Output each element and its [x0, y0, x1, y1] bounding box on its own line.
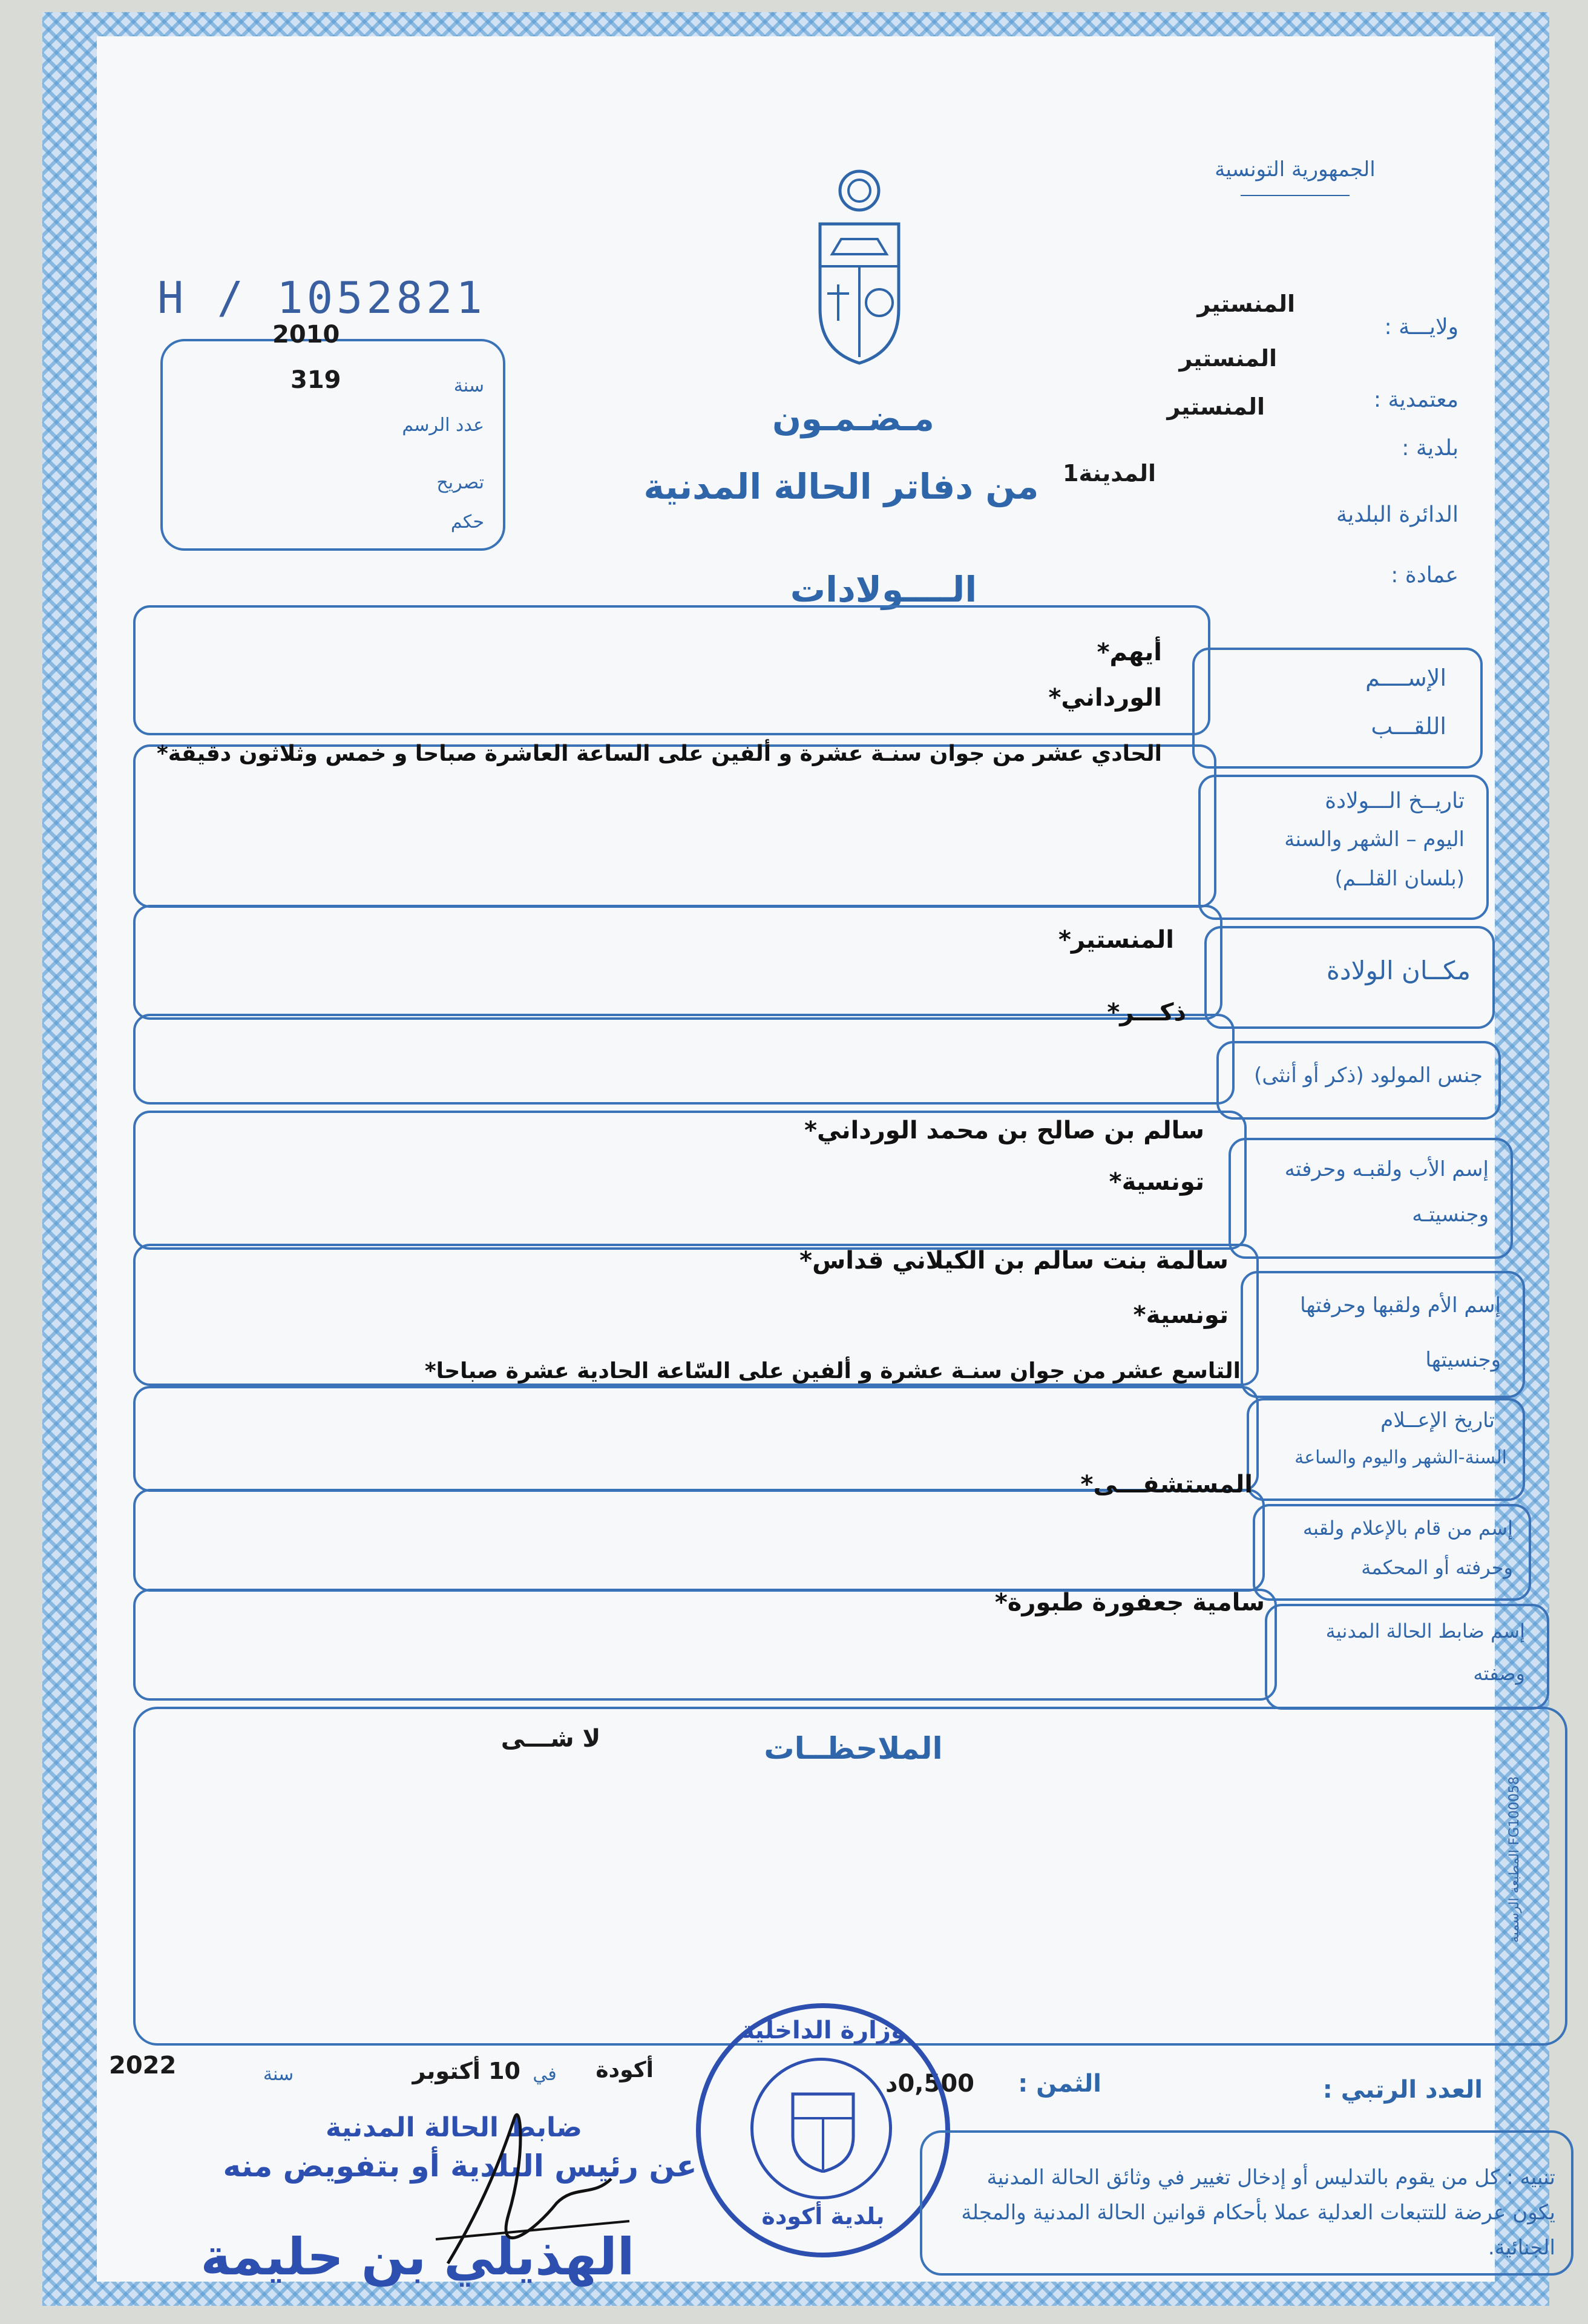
row-declaration-date-value: التاسع عشر من جوان سنـة عشرة و ألفين على السّاعة الحادية عشرة صباحا*: [424, 1359, 1241, 1384]
row-birthplace-label: مكــان الولادة: [1326, 956, 1471, 985]
row-father-value-name: سالم بن صالح بن محمد الورداني*: [804, 1117, 1204, 1144]
row-birthdate-label-1: تاريــخ الـــولادة: [1325, 789, 1465, 813]
section-title-births: الــــولادات: [790, 569, 977, 610]
row-name-value-box: [133, 605, 1210, 735]
record-number-label: عدد الرسم: [402, 415, 484, 436]
place-value: أكودة: [596, 2058, 654, 2083]
price-value: 0,500د: [885, 2070, 974, 2098]
row-mother-value-nationality: تونسية*: [1133, 1301, 1229, 1329]
row-birthdate-label-3: (بلسان القلــم): [1334, 867, 1465, 891]
coat-of-arms-icon: [808, 163, 911, 369]
republic-underline: [1241, 195, 1350, 196]
row-father-label-1: إسم الأب ولقبـه وحرفته: [1284, 1157, 1489, 1181]
record-number-value: 319: [290, 366, 341, 394]
printer-code: المطبعة الرسمية FG100058: [1507, 1776, 1522, 1943]
row-registrar-label-2: وصفته: [1473, 1662, 1525, 1685]
title-content: مـضـمـون: [772, 399, 934, 439]
year-value: 2022: [109, 2052, 177, 2079]
row-declarant-value: المستشفـــى*: [1080, 1471, 1253, 1498]
row-name-label-last: اللقـــب: [1371, 713, 1446, 740]
imada-label: عمادة :: [1391, 563, 1458, 588]
certificate-paper: [42, 12, 1555, 2306]
republic-label: الجمهورية التونسية: [1215, 157, 1376, 182]
price-label: الثمن :: [1018, 2070, 1101, 2098]
municipality-value: المنستير: [1167, 393, 1265, 420]
row-birthdate-value: الحادي عشر من جوان سنـة عشرة و ألفين على الساعة العاشرة صباحا و خمس وثلاثون دقيقة*: [156, 741, 1162, 766]
municipality-label: بلدية :: [1402, 436, 1458, 461]
serial-number-label: العدد الرتبي :: [1322, 2076, 1483, 2104]
date-value: 10 أكتوبر: [412, 2058, 520, 2084]
delegation-value: المنستير: [1179, 345, 1277, 372]
row-declarant-value-box: [133, 1489, 1265, 1592]
row-sex-value: ذكـــر*: [1107, 999, 1186, 1026]
serial-number: H / 1052821: [157, 272, 486, 323]
title-registers: من دفاتر الحالة المدنية: [643, 466, 1039, 507]
date-in-label: في: [533, 2064, 557, 2085]
remarks-label: الملاحظــات: [764, 1731, 943, 1766]
row-birthplace-value: المنستير*: [1058, 926, 1174, 954]
row-sex-value-box: [133, 1014, 1235, 1105]
row-registrar-value: سامية جعفورة طبورة*: [994, 1589, 1265, 1617]
municipal-seal-icon: [696, 2003, 950, 2257]
signatory-title-2: ضابط الحالة المدنية: [325, 2112, 583, 2143]
row-name-label-first: الإســــم: [1365, 665, 1446, 691]
seal-bottom-text: بلدية أكودة: [761, 2203, 885, 2230]
row-birthdate-label-2: اليوم – الشهر والسنة: [1284, 827, 1465, 852]
row-declaration-date-label-2: السنة-الشهر واليوم والساعة: [1294, 1447, 1507, 1468]
row-father-value-nationality: تونسية*: [1109, 1168, 1204, 1196]
row-declaration-date-label-1: تاريخ الإعــلام: [1380, 1408, 1495, 1433]
row-declarant-label-2: وحرفته أو المحكمة: [1361, 1556, 1513, 1579]
district-value: المدينة1: [1063, 460, 1156, 487]
state-label: ولايـــة :: [1384, 315, 1458, 340]
judgment-label: حكم: [450, 511, 484, 533]
row-registrar-label-1: إسم ضابط الحالة المدنية: [1325, 1620, 1525, 1643]
year-label: سنة: [263, 2064, 294, 2085]
row-mother-label-1: إسم الأم ولقبها وحرفتها: [1300, 1293, 1501, 1318]
row-mother-value-name: سالمة بنت سالم بن الكيلاني قداس*: [799, 1247, 1229, 1275]
row-birthdate-value-box: [133, 744, 1216, 908]
handwritten-signature-icon: [412, 2082, 641, 2312]
seal-top-text: وزارة الداخلية: [740, 2017, 906, 2044]
signatory-name: الهذيلي بن حليمة: [200, 2227, 635, 2286]
row-mother-label-2: وجنسيتها: [1425, 1348, 1501, 1372]
row-name-value-first: أيهم*: [1097, 638, 1162, 666]
certificate-body: [97, 36, 1555, 2286]
declaration-label: تصريح: [436, 472, 484, 493]
seal-emblem-icon: [787, 2082, 859, 2173]
row-name-value-last: الورداني*: [1048, 684, 1162, 712]
remarks-value: لا شـــى: [500, 1725, 601, 1753]
row-father-label-2: وجنسيتـه: [1412, 1203, 1489, 1227]
warning-text: تنبيه : كل من يقوم بالتدليس أو إدخال تغيير في وثائق الحالة المدنية يكون عرضة للتتبعات العدلية عملا بأحكام قوانين الحالة المدنية والمجلة الجنائية.: [961, 2165, 1555, 2260]
delegation-label: معتمدية :: [1373, 387, 1458, 412]
record-year-value: 2010: [272, 321, 340, 349]
signatory-title-1: عن رئيس البلدية أو بتفويض منه: [223, 2148, 697, 2184]
row-sex-label: جنس المولود (ذكر أو أنثى): [1254, 1063, 1483, 1088]
row-declarant-label-1: إسم من قام بالإعلام ولقبه: [1302, 1517, 1513, 1540]
state-value: المنستير: [1197, 290, 1295, 317]
record-year-label: سنة: [453, 375, 484, 396]
district-label: الدائرة البلدية: [1336, 502, 1458, 527]
